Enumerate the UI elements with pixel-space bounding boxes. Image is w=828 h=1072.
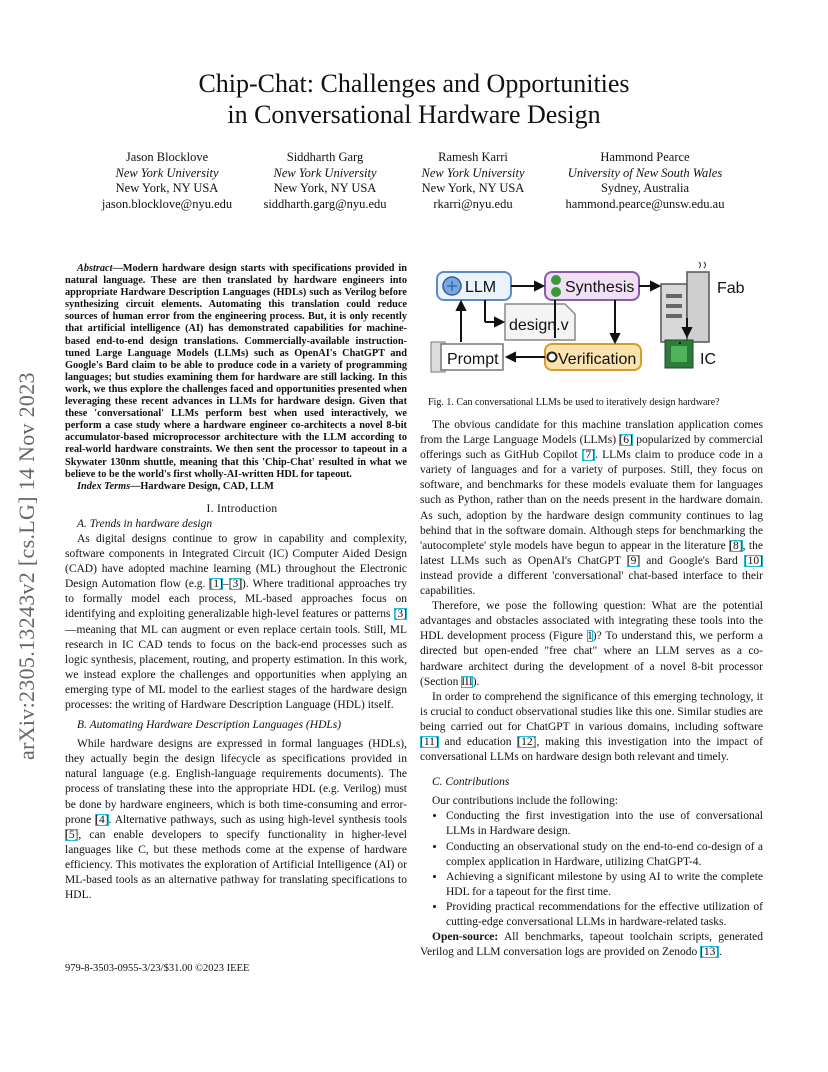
contributions-list: [420, 809, 763, 930]
llm-node: [437, 272, 511, 300]
paragraph-llm-candidate: The obvious candidate for this machine translation application comes from the Large Language Models (LLMs) [6] popularized by commercial offerings such as GitHub Copilot [7]. LLMs claim to produce code in a variety of languages and for a variety of purposes. Still, they focus on software, and benchmarks for these models evaluate them for languages such as Python, rather than on the needs present in the hardware domain. As such, adoption by the hardware design community continues to lag behind that in the software domain. Although steps for benchmarking the 'autocomplete' style models have begun to appear in the literature [8], the latest LLMs such as OpenAI's ChatGPT [9] and Google's Bard [10] instead provide a different 'conversational' chat-based interface to their capabilities.: [420, 419, 763, 598]
citation-link[interactable]: [6]: [619, 434, 633, 447]
right-column: [420, 418, 763, 960]
citation-link[interactable]: [7]: [581, 449, 596, 462]
figure-1-caption: Fig. 1. Can conversational LLMs be used to iteratively design hardware?: [428, 397, 720, 408]
citation-link[interactable]: [4]: [95, 813, 109, 826]
subsection-heading-trends: A. Trends in hardware design: [77, 517, 213, 530]
author-name: Jason Blocklove: [125, 150, 209, 164]
list-item: • Providing practical recommendations for the effective utilization of cutting-edge conversational LLMs in hardware-related tasks.: [446, 900, 763, 930]
design-file-label: design.v: [509, 317, 569, 334]
author-affiliation: New York University: [273, 165, 377, 180]
citation-link[interactable]: [3]: [393, 608, 407, 621]
left-column: [65, 263, 407, 903]
paragraph-significance: In order to comprehend the significance of this emerging technology, it is crucial to conduct observational studies like this one. Similar studies are being carried out for ChatGPT in various domains, including software [11] and education [12], making this investigation into the impact of conversational LLMs on hardware design both relevant and timely.: [420, 690, 764, 764]
figure-1-diagram: [425, 258, 765, 388]
author-email[interactable]: siddharth.garg@nyu.edu: [263, 196, 387, 211]
arxiv-identifier: arXiv:2305.13243v2 [cs.LG] 14 Nov 2023: [14, 372, 39, 760]
paragraph-research-question: Therefore, we pose the following question: What are the potential advantages and obstacles associated with integrating these tools into the HDL development process (Figure 1)? To understand this, we perform a directed but open-ended "free chat" where an LLM serves as a co-hardware architect during the development of a novel 8-bit processor (Section III).: [420, 600, 764, 688]
citation-link[interactable]: [12]: [517, 735, 537, 748]
section-heading-introduction: I. Introduction: [206, 502, 278, 515]
author-location: New York, NY USA: [273, 181, 377, 195]
citation-link[interactable]: [10]: [743, 554, 763, 567]
footer-copyright: 979-8-3503-0955-3/23/$31.00 ©2023 IEEE: [65, 963, 250, 974]
index-terms: [65, 481, 407, 493]
verification-node: [545, 344, 641, 370]
paper-title: [0, 68, 828, 130]
contributions-intro: Our contributions include the following:: [432, 795, 618, 808]
section-link[interactable]: III: [461, 675, 473, 688]
author-block-3: [378, 150, 568, 212]
fab-label: Fab: [717, 280, 745, 297]
abstract-label: Abstract: [77, 263, 113, 274]
citation-link[interactable]: [1]: [209, 578, 223, 591]
title-line-1: Chip-Chat: Challenges and Opportunities: [198, 69, 630, 98]
list-item: • Conducting an observational study on the end-to-end co-design of a complex application in Hardware, utilizing ChatGPT-4.: [446, 840, 763, 870]
index-terms-text: —Hardware Design, CAD, LLM: [130, 480, 274, 492]
author-affiliation: New York University: [421, 165, 525, 180]
author-email[interactable]: hammond.pearce@unsw.edu.au: [565, 196, 725, 211]
open-source-label: Open-source:: [432, 931, 499, 944]
author-email[interactable]: jason.blocklove@nyu.edu: [101, 196, 233, 211]
list-item: • Achieving a significant milestone by using AI to write the complete HDL for a tapeout for the first time.: [446, 870, 763, 900]
ic-label: IC: [700, 351, 716, 368]
author-affiliation: University of New South Wales: [567, 165, 723, 180]
author-name: Ramesh Karri: [438, 150, 508, 164]
citation-link[interactable]: [8]: [729, 539, 743, 552]
verification-label: Verification: [558, 351, 637, 368]
abstract-text: —Modern hardware design starts with specifications provided in natural language. These are then translated by hardware engineers into appropriate Hardware Description Languages (HDLs) such as Verilog before synthesizing circuit elements. Automating this translation could reduce sources of human error from the engineering process. But, it is only recently that artificial intelligence (AI) has demonstrated capabilities for machine-based end-to-end design translations. Commercially-available instruction-tuned Large Language Models (LLMs) such as OpenAI's ChatGPT and Google's Bard claim to be able to produce code in a variety of programming languages; but studies examining them for hardware are still lacking. In this work, we thus explore the challenges faced and opportunities presented when leveraging these recent advances in LLMs for hardware design. Given that these 'conversational' LLMs perform best when used interactively, we perform a case study where a hardware engineer co-architects a novel 8-bit accumulator-based microprocessor architecture with the LLM according to real-world hardware constraints. We then sent the processor to tapeout in a Skywater 130nm shuttle, meaning that this 'Chip-Chat' resulted in what we believe to be the world's first wholly-AI-written HDL for tapeout.: [65, 263, 407, 480]
author-name: Siddharth Garg: [286, 150, 364, 164]
paragraph-automating-hdls: While hardware designs are expressed in formal languages (HDLs), they actually begin the design lifecycle as specifications provided in natural language (e.g. English-language requirements documents). The process of translating these into the appropriate HDL (e.g. Verilog) must be done by hardware engineers, which is both time-consuming and error-prone [4]. Alternative pathways, such as using high-level synthesis tools [5], can enable developers to specify functionality in higher-level languages like C, but these methods come at the expense of hardware efficiency. This motivates the exploration of Artificial Intelligence (AI) or ML-based tools as an alternative pathway for translating specifications to HDL.: [65, 738, 408, 902]
list-item: • Conducting the first investigation into the use of conversational LLMs in Hardware design.: [446, 809, 763, 839]
citation-link[interactable]: [3]: [228, 578, 243, 591]
author-name: Hammond Pearce: [600, 150, 690, 164]
citation-link[interactable]: [11]: [420, 735, 439, 748]
synthesis-label: Synthesis: [565, 279, 635, 296]
subsection-heading-contributions: C. Contributions: [432, 776, 510, 789]
citation-link[interactable]: [9]: [626, 554, 641, 567]
author-location: New York, NY USA: [115, 181, 219, 195]
brain-icon: [443, 277, 461, 295]
chip-icon: [665, 340, 693, 368]
paragraph-trends: As digital designs continue to grow in capability and complexity, software components in Integrated Circuit (IC) Computer Aided Design (CAD) have adopted machine learning (ML) throughout the Electronic Design Automation flow (e.g. [1]–[3]). Where traditional approaches try to formally model each process, ML-based approaches focus on identifying and exploiting generalizable high-level features or patterns [3]—meaning that ML can augment or even replace certain tools. Still, ML research in IC CAD tends to focus on the back-end processes such as logic synthesis, placement, routing, and property estimation. In this work, we instead explore the challenges and opportunities when applying an emerging type of ML model to the earliest stages of the hardware design processes: the writing of Hardware Description Language (HDL) itself.: [65, 532, 407, 711]
figure-link[interactable]: 1: [587, 630, 593, 643]
citation-link[interactable]: [5]: [65, 828, 79, 841]
synthesis-node: [545, 272, 639, 300]
author-affiliation: New York University: [115, 165, 219, 180]
citation-link[interactable]: [13]: [700, 946, 720, 959]
title-line-2: in Conversational Hardware Design: [227, 100, 601, 129]
author-location: New York, NY USA: [421, 181, 525, 195]
prompt-label: Prompt: [447, 351, 499, 368]
paragraph-open-source: Open-source: All benchmarks, tapeout toolchain scripts, generated Verilog and LLM conversation logs are provided on Zenodo [13].: [420, 931, 763, 959]
author-email[interactable]: rkarri@nyu.edu: [433, 196, 513, 211]
design-file-node: [505, 304, 575, 340]
llm-label: LLM: [465, 279, 497, 296]
abstract: [65, 263, 407, 481]
author-block-4: [545, 150, 745, 212]
index-terms-label: Index Terms: [77, 480, 131, 492]
subsection-heading-automating-hdls: B. Automating Hardware Description Languages (HDLs): [77, 719, 342, 732]
author-location: Sydney, Australia: [600, 181, 690, 195]
